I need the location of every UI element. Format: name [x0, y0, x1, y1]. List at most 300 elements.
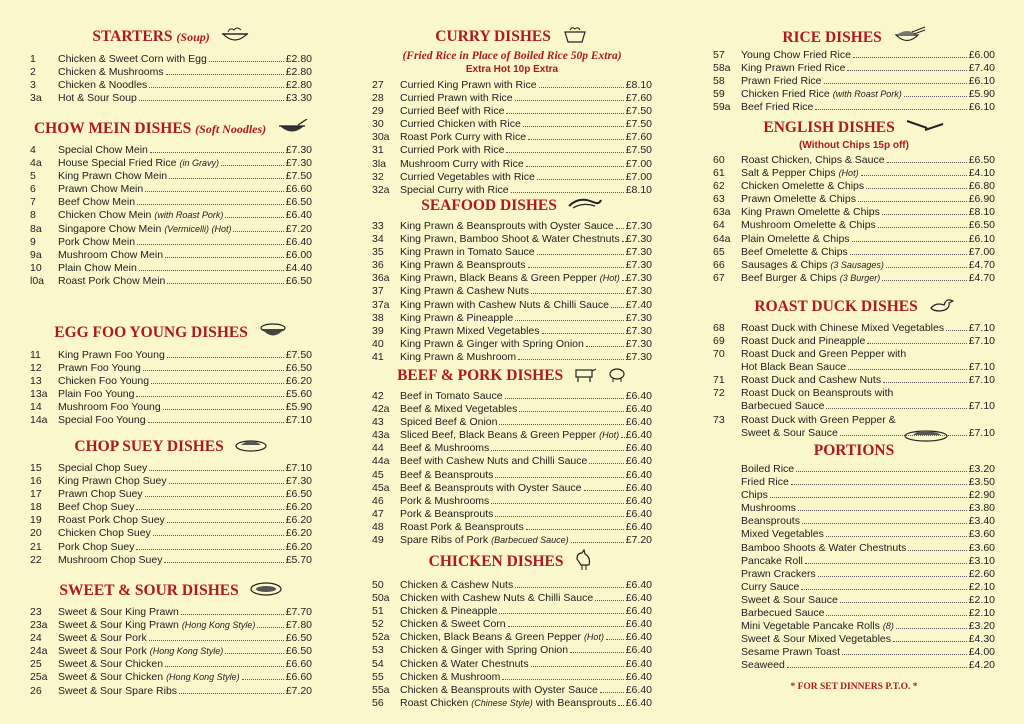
item-name: Mushroom Omelette & Chips [741, 219, 876, 232]
item-price: £2.10 [968, 593, 995, 606]
menu-item [30, 79, 312, 92]
item-price: £2.10 [968, 580, 995, 593]
dot-leader [770, 497, 967, 498]
item-name-block [400, 92, 626, 105]
item-name-block [741, 272, 969, 285]
item-note: (with Roast Pork) [832, 89, 902, 100]
item-name-block [400, 469, 626, 482]
item-name-block [400, 325, 626, 338]
item-price: £6.40 [625, 429, 652, 442]
item-name: Pork Chow Mein [58, 235, 136, 248]
item-name: Mixed Vegetables [741, 528, 824, 541]
dot-leader [167, 522, 284, 523]
item-number: 58 [713, 75, 725, 88]
item-price: £7.30 [625, 311, 652, 324]
item-name-block [58, 619, 286, 632]
menu-item [30, 362, 312, 375]
item-price: £2.80 [285, 53, 312, 65]
item-price: £6.40 [625, 696, 652, 709]
item-number: 1 [30, 53, 36, 65]
item-number: 57 [713, 49, 725, 61]
dot-leader [796, 471, 967, 472]
item-name-block [400, 482, 626, 495]
item-price: £6.00 [968, 49, 995, 61]
item-price: £3.50 [968, 476, 995, 489]
item-name-block [741, 659, 969, 672]
item-name-block [58, 388, 286, 401]
item-number: 46 [372, 494, 384, 507]
item-price: £6.40 [625, 605, 652, 618]
menu-item [372, 697, 652, 710]
item-name: Hot & Sour Soup [58, 92, 137, 105]
section-heading: ROAST DUCK DISHES [713, 296, 995, 319]
menu-item [372, 246, 652, 259]
menu-item [372, 312, 652, 325]
item-name: King Prawn & Beansprouts with Oyster Sauce [400, 220, 614, 232]
item-name: Chicken Omelette & Chips [741, 180, 865, 193]
dot-leader [515, 587, 624, 588]
item-name: Sweet & Sour King Prawn [58, 606, 179, 618]
menu-item [713, 515, 995, 528]
item-name: Chicken & Sweet Corn with Egg [58, 53, 207, 65]
item-name: Beef & Beansprouts with Oyster Sauce [400, 481, 582, 494]
item-name-block [741, 219, 969, 232]
item-number: 4 [30, 144, 36, 156]
item-number: 44a [372, 455, 390, 468]
item-price: £6.10 [968, 75, 995, 88]
item-name-block [400, 416, 626, 429]
item-price: £7.30 [285, 475, 312, 488]
item-name-block [400, 508, 626, 521]
item-name-block [58, 671, 286, 684]
dot-leader [886, 267, 967, 268]
chop-suey-plate-icon [234, 437, 268, 458]
item-name-block [741, 322, 969, 335]
dot-leader [858, 201, 967, 202]
item-price: £6.60 [285, 658, 312, 671]
item-note: (with Roast Pork) [154, 210, 224, 221]
item-number: 6 [30, 183, 36, 196]
section-seafood [372, 196, 652, 364]
prawn-icon [567, 196, 603, 217]
dot-leader [616, 228, 624, 229]
item-number: l0a [30, 274, 45, 287]
item-name-block [741, 594, 969, 607]
dot-leader [791, 484, 967, 485]
menu-item [30, 632, 312, 645]
menu-item [713, 581, 995, 594]
item-name-block [400, 259, 626, 272]
item-name: King Prawn in Tomato Sauce [400, 246, 535, 259]
item-price: £7.10 [285, 462, 312, 474]
item-name-block [741, 555, 969, 568]
menu-item [713, 542, 995, 555]
menu-item [30, 249, 312, 262]
dot-leader [589, 463, 623, 464]
item-name: Prawn Crackers [741, 567, 816, 580]
item-price: £5.90 [285, 401, 312, 414]
item-name-block [741, 607, 969, 620]
dot-leader [505, 398, 624, 399]
dot-leader [798, 510, 967, 511]
menu-item [372, 131, 652, 144]
item-name-block [400, 390, 626, 403]
item-price: £7.30 [625, 220, 652, 232]
item-price: £6.40 [625, 390, 652, 402]
menu-item [713, 659, 995, 672]
dot-leader [137, 204, 284, 205]
dot-leader [491, 503, 623, 504]
item-name-block [58, 183, 286, 196]
item-name: Sweet & Sour Spare Ribs [58, 684, 178, 697]
dot-leader [883, 382, 967, 383]
menu-item [372, 220, 652, 233]
item-price: £7.00 [625, 157, 652, 170]
menu-item [30, 375, 312, 388]
item-name: Curried Chicken with Rice [400, 118, 521, 131]
dot-leader [826, 615, 966, 616]
item-number: 32a [372, 183, 390, 196]
item-name: King Prawn Foo Young [58, 349, 165, 361]
item-name: Roast Duck with Chinese Mixed Vegetables [741, 322, 945, 334]
item-note: (Vermicelli) (Hot) [164, 223, 232, 234]
menu-item [713, 167, 995, 180]
menu-item [372, 390, 652, 403]
menu-item [372, 272, 652, 285]
item-note: (in Gravy) [179, 158, 219, 169]
item-name-block [741, 154, 969, 167]
item-number: 4a [30, 157, 42, 170]
item-name: Chicken with Cashew Nuts & Chilli Sauce [400, 592, 594, 605]
dot-leader [495, 477, 623, 478]
item-number: 63 [713, 193, 725, 206]
item-price: £7.30 [285, 144, 312, 156]
dot-leader [169, 483, 284, 484]
item-price: £3.20 [968, 620, 995, 633]
item-number: 27 [372, 79, 384, 91]
item-price: £7.60 [625, 131, 652, 144]
menu-item [713, 528, 995, 541]
item-price: £7.80 [285, 619, 312, 632]
item-name: Curried Prawn with Rice [400, 92, 513, 105]
item-number: 36a [372, 272, 390, 285]
item-price: £6.10 [968, 101, 995, 114]
item-name-block [741, 246, 969, 259]
item-number: 51 [372, 605, 384, 618]
item-name-block [58, 249, 286, 262]
item-name: Beef Chop Suey [58, 501, 135, 514]
item-name-block [58, 501, 286, 514]
menu-item [30, 514, 312, 527]
section-english [713, 118, 995, 285]
item-price: £6.60 [285, 671, 312, 684]
item-price: £6.50 [285, 196, 312, 209]
set-dinners-footnote: * FOR SET DINNERS P.T.O. * [790, 682, 918, 692]
dot-leader [618, 705, 623, 706]
item-name: Mini Vegetable Pancake Rolls [741, 620, 880, 633]
dot-leader [499, 424, 623, 425]
item-price: £2.80 [285, 66, 312, 79]
item-name-block [400, 79, 626, 92]
item-number: 9 [30, 235, 36, 248]
item-number: 15 [30, 462, 42, 474]
dot-leader [257, 627, 283, 628]
item-number: 42a [372, 403, 390, 416]
item-number: 64a [713, 232, 731, 245]
dot-leader [499, 613, 623, 614]
item-name-block [741, 568, 969, 581]
menu-item [713, 193, 995, 206]
item-name: Chicken Foo Young [58, 375, 150, 388]
item-name-block [741, 581, 969, 594]
dot-leader [542, 333, 624, 334]
menu-item [713, 101, 995, 114]
item-name: Bamboo Shoots & Water Chestnuts [741, 541, 907, 554]
item-name: Sausages & Chips [741, 258, 828, 271]
item-name-block [400, 285, 626, 298]
item-number: 10 [30, 261, 42, 274]
menu-item [713, 502, 995, 515]
dot-leader [606, 639, 624, 640]
item-price: £7.30 [625, 233, 652, 246]
item-name-block [741, 233, 969, 246]
item-name-block [400, 220, 626, 233]
item-name-block [58, 554, 286, 567]
item-price: £7.30 [625, 259, 652, 272]
section-heading: CHICKEN DISHES [372, 549, 652, 576]
section-rice [713, 26, 995, 114]
dot-leader [570, 652, 624, 653]
item-name-block [741, 515, 969, 528]
item-number: 17 [30, 488, 42, 501]
item-name-block [741, 528, 969, 541]
menu-item [372, 429, 652, 442]
menu-item [30, 53, 312, 66]
menu-item [713, 88, 995, 101]
item-name: Mushroom Chop Suey [58, 553, 163, 566]
menu-item [30, 554, 312, 567]
dot-leader [852, 241, 967, 242]
item-name-block [741, 489, 969, 502]
dot-leader [515, 320, 623, 321]
item-price: £6.10 [968, 232, 995, 245]
item-name-block [400, 697, 626, 710]
section-starters [30, 26, 312, 105]
item-price: £6.40 [285, 235, 312, 248]
item-number: 32 [372, 170, 384, 183]
dot-leader [867, 343, 966, 344]
dot-leader [537, 179, 624, 180]
dot-leader [861, 175, 967, 176]
item-note: (3 Burger) [839, 272, 881, 283]
dot-leader [893, 641, 967, 642]
dot-leader [853, 57, 967, 58]
item-price: £6.40 [625, 644, 652, 657]
item-name-block [58, 606, 286, 619]
item-name-block [741, 180, 969, 193]
menu-item [372, 403, 652, 416]
item-name: Chicken & Cashew Nuts [400, 579, 514, 591]
item-price: £6.50 [285, 274, 312, 287]
dot-leader [149, 640, 284, 641]
item-name: Plain Chow Mein [58, 261, 137, 274]
item-number: 73 [713, 413, 725, 426]
menu-item [30, 262, 312, 275]
section-beef-pork [372, 366, 652, 547]
section-heading: STARTERS (Soup) [30, 26, 312, 49]
menu-item [372, 592, 652, 605]
item-number: 41 [372, 350, 384, 363]
dot-leader [491, 450, 623, 451]
item-name: Roast Duck with Green Pepper & [741, 413, 896, 426]
menu-item [713, 180, 995, 193]
item-number: 45a [372, 481, 390, 494]
menu-item [713, 246, 995, 259]
menu-item [372, 469, 652, 482]
item-note: (Hong Kong Style) [149, 646, 224, 657]
item-price: £7.50 [285, 170, 312, 183]
item-name-block [58, 66, 286, 79]
item-name: Curry Sauce [741, 580, 800, 593]
item-number: 16 [30, 475, 42, 488]
dot-leader [824, 83, 967, 84]
item-number: 66 [713, 258, 725, 271]
item-name-block [400, 495, 626, 508]
item-price: £7.70 [285, 606, 312, 618]
item-name-block [741, 193, 969, 206]
item-number: 49 [372, 534, 384, 547]
item-name: King Prawn Chow Mein [58, 170, 168, 183]
item-name: Chicken & Ginger with Spring Onion [400, 644, 569, 657]
item-number: 58a [713, 62, 731, 75]
dot-leader [611, 307, 624, 308]
sweet-sour-dish-icon [249, 581, 283, 602]
item-note: (Hot) [599, 273, 620, 284]
dot-leader [209, 61, 284, 62]
item-number: 48 [372, 520, 384, 533]
item-number: 44 [372, 442, 384, 455]
item-name-block [741, 414, 995, 440]
item-price: £7.40 [968, 62, 995, 75]
item-name: Sesame Prawn Toast [741, 646, 841, 659]
menu-item [372, 684, 652, 697]
item-price: £7.30 [625, 337, 652, 350]
menu-item [713, 594, 995, 607]
item-name-block [58, 514, 286, 527]
item-price: £6.40 [285, 209, 312, 222]
item-name-block [58, 209, 286, 222]
section-subnote: Extra Hot 10p Extra [465, 64, 559, 75]
dot-leader [523, 126, 624, 127]
menu-item [30, 196, 312, 209]
menu-item [30, 488, 312, 501]
item-price: £6.40 [625, 403, 652, 416]
menu-item [372, 338, 652, 351]
menu-item [372, 605, 652, 618]
soup-bowl-icon [220, 26, 250, 49]
item-number: 36 [372, 259, 384, 272]
dot-leader [826, 408, 966, 409]
item-number: 23a [30, 619, 48, 632]
item-number: 64 [713, 219, 725, 232]
menu-item [372, 158, 652, 171]
item-name-block [58, 632, 286, 645]
item-price: £7.10 [968, 374, 995, 387]
item-name: Salt & Pepper Chips [741, 167, 836, 180]
item-price: £6.40 [625, 481, 652, 494]
item-name-block [741, 463, 969, 476]
item-name-block [400, 299, 626, 312]
dot-leader [136, 396, 283, 397]
menu-item [713, 633, 995, 646]
item-name: Young Chow Fried Rice [741, 49, 851, 61]
menu-item [372, 521, 652, 534]
item-name-block [58, 144, 286, 157]
menu-item [372, 416, 652, 429]
item-number: 71 [713, 374, 725, 387]
menu-item [30, 541, 312, 554]
item-price: £4.40 [285, 261, 312, 274]
menu-item [713, 348, 995, 374]
item-name: Special Chow Mein [58, 144, 148, 156]
item-name: Chicken, Black Beans & Green Pepper [400, 631, 581, 644]
duck-icon [928, 296, 954, 319]
item-number: 55a [372, 683, 390, 696]
menu-item [372, 618, 652, 631]
dot-leader [531, 293, 624, 294]
dot-leader [165, 666, 284, 667]
item-name-block [58, 645, 286, 658]
item-note: (8) [882, 621, 894, 632]
item-number: 24a [30, 645, 48, 658]
item-number: 39 [372, 324, 384, 337]
item-number: 67 [713, 271, 725, 284]
item-name-block [400, 618, 626, 631]
item-name-block [400, 429, 626, 442]
item-price: £7.50 [625, 144, 652, 157]
item-number: 14a [30, 414, 48, 427]
item-price: £8.10 [968, 206, 995, 219]
item-name: Barbecued Sauce [741, 607, 825, 620]
item-name: Beef & Mushrooms [400, 442, 490, 455]
item-name-block [58, 362, 286, 375]
item-number: 34 [372, 233, 384, 246]
cow-icon [573, 366, 597, 387]
item-name: King Prawn, Bamboo Shoot & Water Chestnuts [400, 233, 620, 246]
section-heading: RICE DISHES [713, 26, 995, 51]
item-name: Beef & Mixed Vegetables [400, 403, 518, 416]
item-name-block [400, 184, 626, 197]
dot-leader [896, 628, 967, 629]
menu-item [30, 349, 312, 362]
item-price: £8.10 [625, 79, 652, 91]
item-price: £3.10 [968, 554, 995, 567]
footnote-section [713, 682, 995, 692]
menu-item [372, 325, 652, 338]
dot-leader [847, 70, 966, 71]
item-name-block [400, 312, 626, 325]
item-number: 50a [372, 592, 390, 605]
menu-item [372, 442, 652, 455]
item-number: 13 [30, 375, 42, 388]
dot-leader [181, 614, 284, 615]
dot-leader [164, 562, 283, 563]
item-name-block [741, 259, 969, 272]
item-name-block [741, 633, 969, 646]
item-name: Sliced Beef, Black Beans & Green Pepper [400, 429, 597, 442]
item-price: £5.60 [285, 388, 312, 401]
item-name-block [741, 101, 969, 114]
